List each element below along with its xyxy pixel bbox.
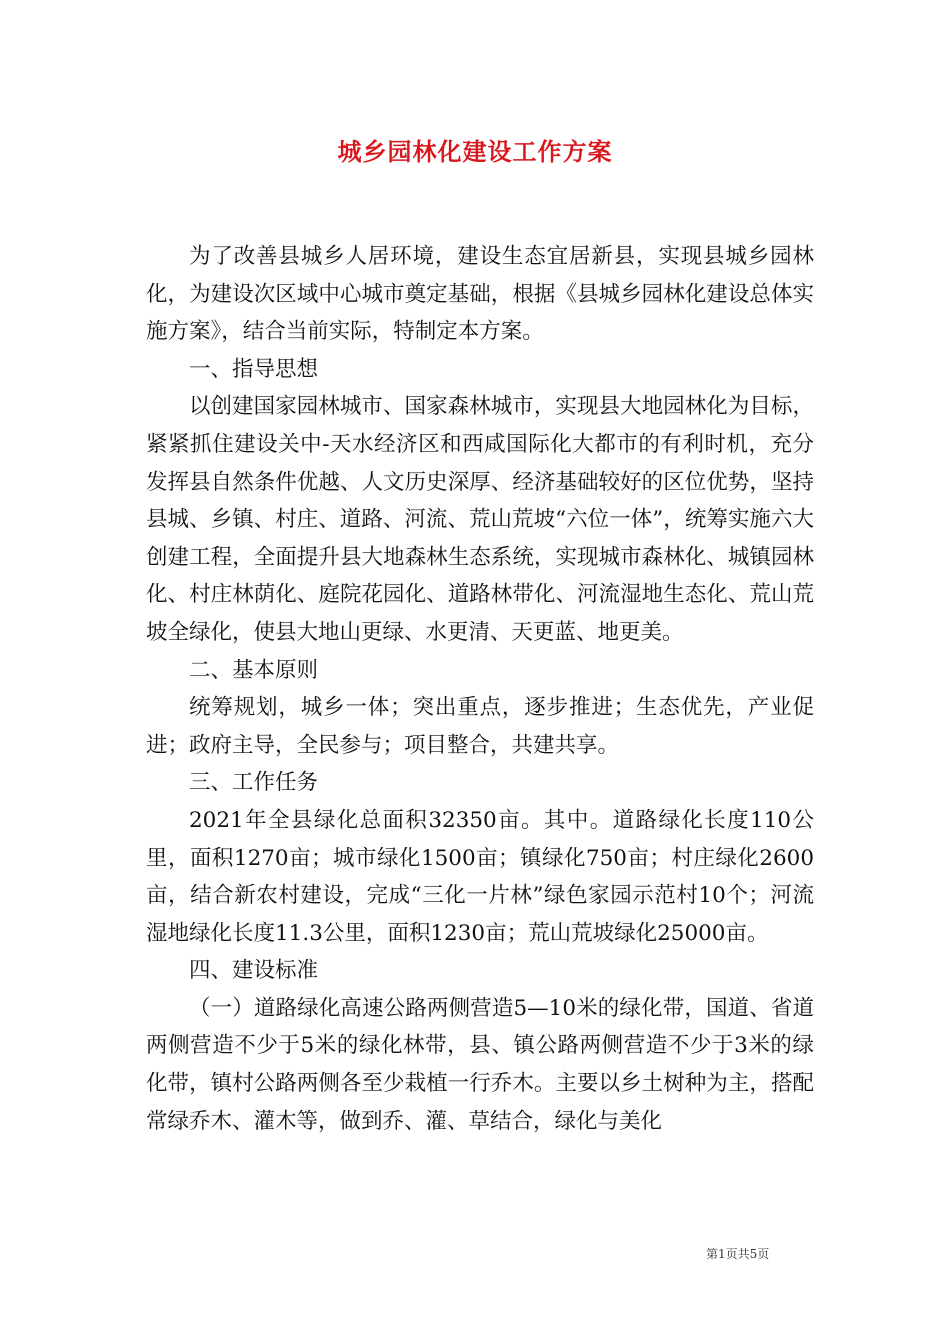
basic-principles-paragraph: 统筹规划，城乡一体；突出重点，逐步推进；生态优先，产业促进；政府主导，全民参与；项目整合，共建共享。 <box>146 695 814 758</box>
intro-paragraph: 为了改善县城乡人居环境，建设生态宜居新县，实现县城乡园林化，为建设次区域中心城市奠定基础，根据《县城乡园林化建设总体实施方案》，结合当前实际，特制定本方案。 <box>146 244 814 345</box>
section-heading-guiding-ideology: 一、指导思想 <box>189 356 319 382</box>
work-tasks-paragraph: 2021年全县绿化总面积32350亩。其中。道路绿化长度110公里，面积1270亩；城市绿化1500亩；镇绿化750亩；村庄绿化2600亩，结合新农村建设，完成“三化一片林”绿色家园示范村10个；河流湿地绿化长度11.3公里，面积1230亩；荒山荒坡绿化25000亩。 <box>146 807 814 946</box>
page-number-footer: 第1页共5页 <box>706 1247 770 1261</box>
document-title: 城乡园林化建设工作方案 <box>337 137 613 166</box>
section-heading-work-tasks: 三、工作任务 <box>189 770 319 796</box>
guiding-ideology-paragraph: 以创建国家园林城市、国家森林城市，实现县大地园林化为目标，紧紧抓住建设关中-天水经济区和西咸国际化大都市的有利时机，充分发挥县自然条件优越、人文历史深厚、经济基础较好的区位优势，坚持县城、乡镇、村庄、道路、河流、荒山荒坡“六位一体”，统筹实施六大创建工程，全面提升县大地森林生态系统，实现城市森林化、城镇园林化、村庄林荫化、庭院花园化、道路林带化、河流湿地生态化、荒山荒坡全绿化，使县大地山更绿、水更清、天更蓝、地更美。 <box>146 394 814 645</box>
section-heading-basic-principles: 二、基本原则 <box>189 657 319 683</box>
section-heading-construction-standards: 四、建设标准 <box>189 958 319 984</box>
document-body <box>146 238 814 1140</box>
road-greening-paragraph: （一）道路绿化高速公路两侧营造5—10米的绿化带，国道、省道两侧营造不少于5米的绿化林带，县、镇公路两侧营造不少于3米的绿化带，镇村公路两侧各至少栽植一行乔木。主要以乡土树种为主，搭配常绿乔木、灌木等，做到乔、灌、草结合，绿化与美化 <box>146 995 814 1134</box>
